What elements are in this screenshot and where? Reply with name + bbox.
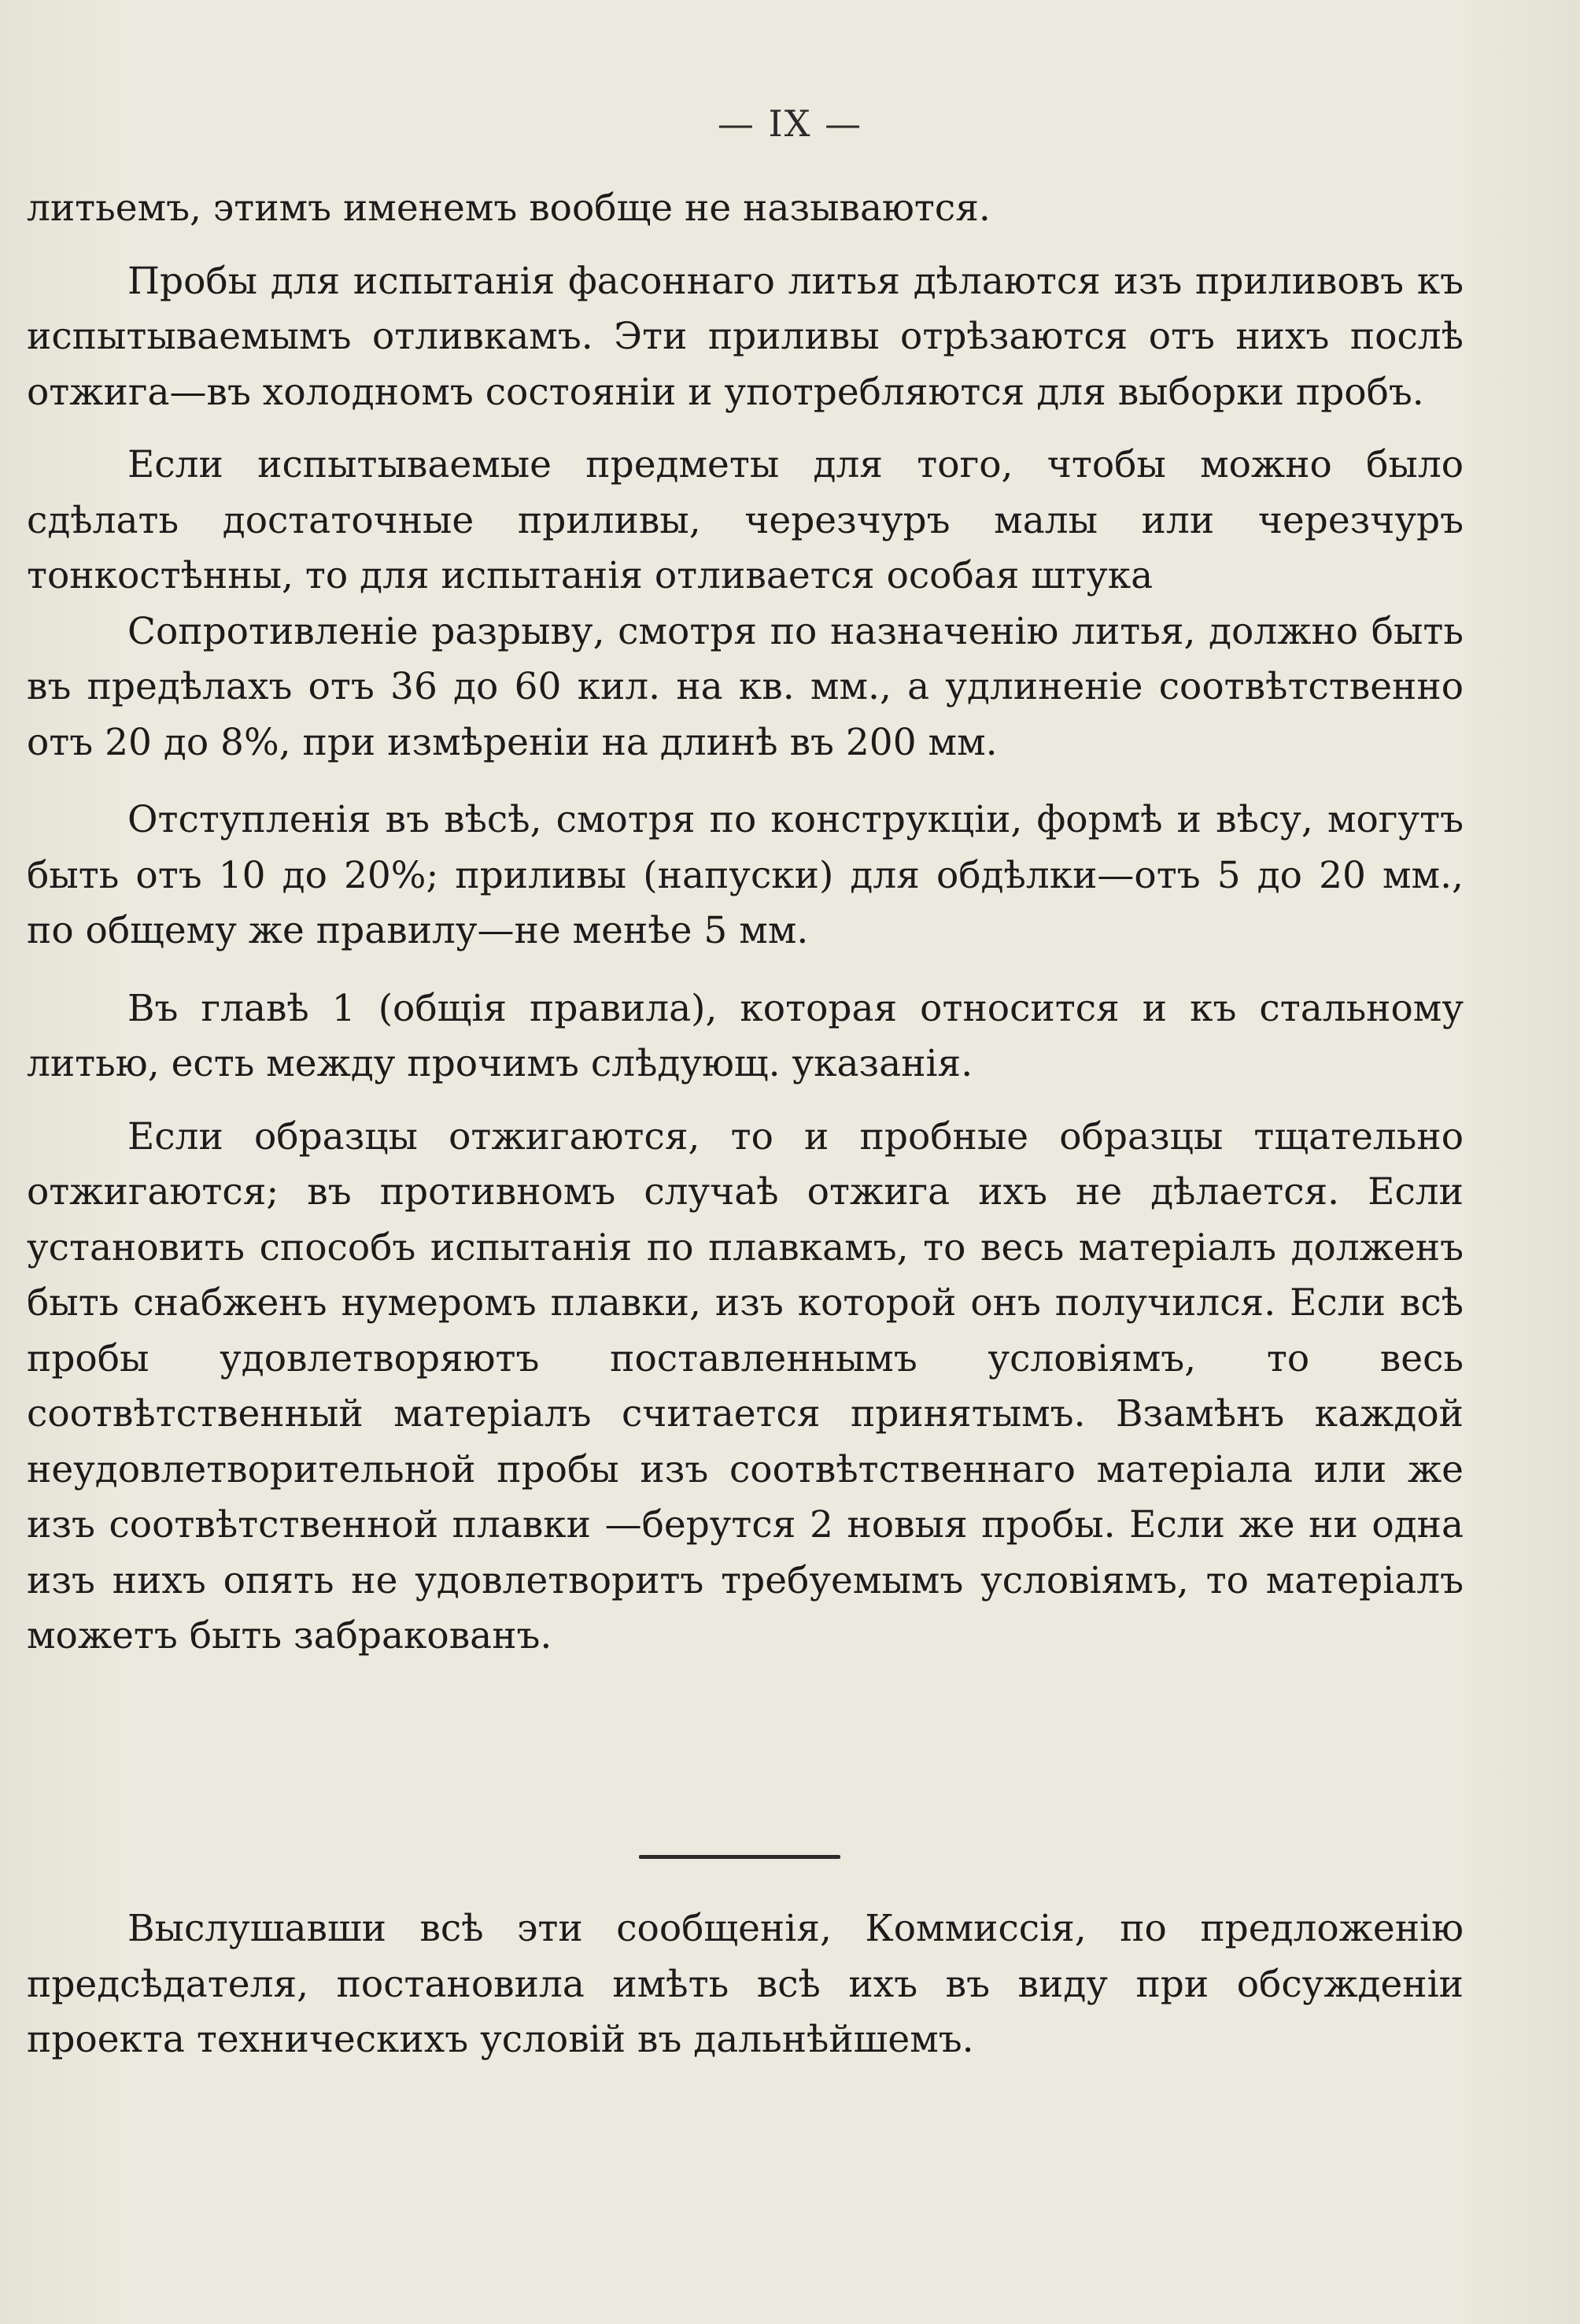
main-text — [27, 181, 1464, 1664]
page-number: — IX — — [717, 102, 863, 145]
paragraph-weight-deviations: Отступленія въ вѣсѣ, смотря по конструкціи, формѣ и вѣсу, могутъ быть отъ 10 до 20%; приливы (напуски) для обдѣлки—отъ 5 до 20 мм., по общему же правилу—не менѣе 5 мм. — [27, 798, 1464, 952]
paragraph-special-casting: Если испытываемые предметы для того, чтобы можно было сдѣлать достаточные приливы, черезчуръ малы или черезчуръ тонкостѣнны, то для испытанія отливается особая штука — [27, 443, 1464, 597]
paragraph-tensile-strength: Сопротивленіе разрыву, смотря по назначенію литья, должно быть въ предѣлахъ отъ 36 до 60 кил. на кв. мм., а удлиненіе соотвѣтственно отъ 20 до 8%, при измѣреніи на длинѣ въ 200 мм. — [27, 609, 1464, 764]
paragraph-annealing-rules: Если образцы отжигаются, то и пробные образцы тщательно отжигаются; въ противномъ случаѣ отжига ихъ не дѣлается. Если установить способъ испытанія по плавкамъ, то весь матеріалъ долженъ быть снабженъ нумеромъ плавки, изъ которой онъ получился. Если всѣ пробы удовлетворяютъ поставленнымъ условіямъ, то весь соотвѣтственный матеріалъ считается принятымъ. Взамѣнъ каждой неудовлетворительной пробы изъ соотвѣтственнаго матеріала или же изъ соотвѣтственной плавки —берутся 2 новыя пробы. Если же ни одна изъ нихъ опять не удовлетворитъ требуемымъ условіямъ, то матеріалъ можетъ быть забракованъ. — [27, 1114, 1464, 1657]
paragraph-commission-decision: Выслушавши всѣ эти сообщенія, Коммиссія, по предложенію предсѣдателя, постановила имѣть всѣ ихъ въ виду при обсужденіи проекта техническихъ условій въ дальнѣйшемъ. — [27, 1907, 1464, 2061]
closing-section — [27, 1901, 1464, 2068]
paragraph-continuation: литьемъ, этимъ именемъ вообще не называются. — [27, 187, 991, 230]
paragraph-chapter-one: Въ главѣ 1 (общія правила), которая относится и къ стальному литью, есть между прочимъ слѣдующ. указанія. — [27, 986, 1464, 1085]
paragraph-test-samples: Пробы для испытанія фасоннаго литья дѣлаются изъ приливовъ къ испытываемымъ отливкамъ. Эти приливы отрѣзаются отъ нихъ послѣ отжига—въ холодномъ состояніи и употребляются для выборки пробъ. — [27, 259, 1464, 414]
section-divider — [639, 1855, 840, 1859]
